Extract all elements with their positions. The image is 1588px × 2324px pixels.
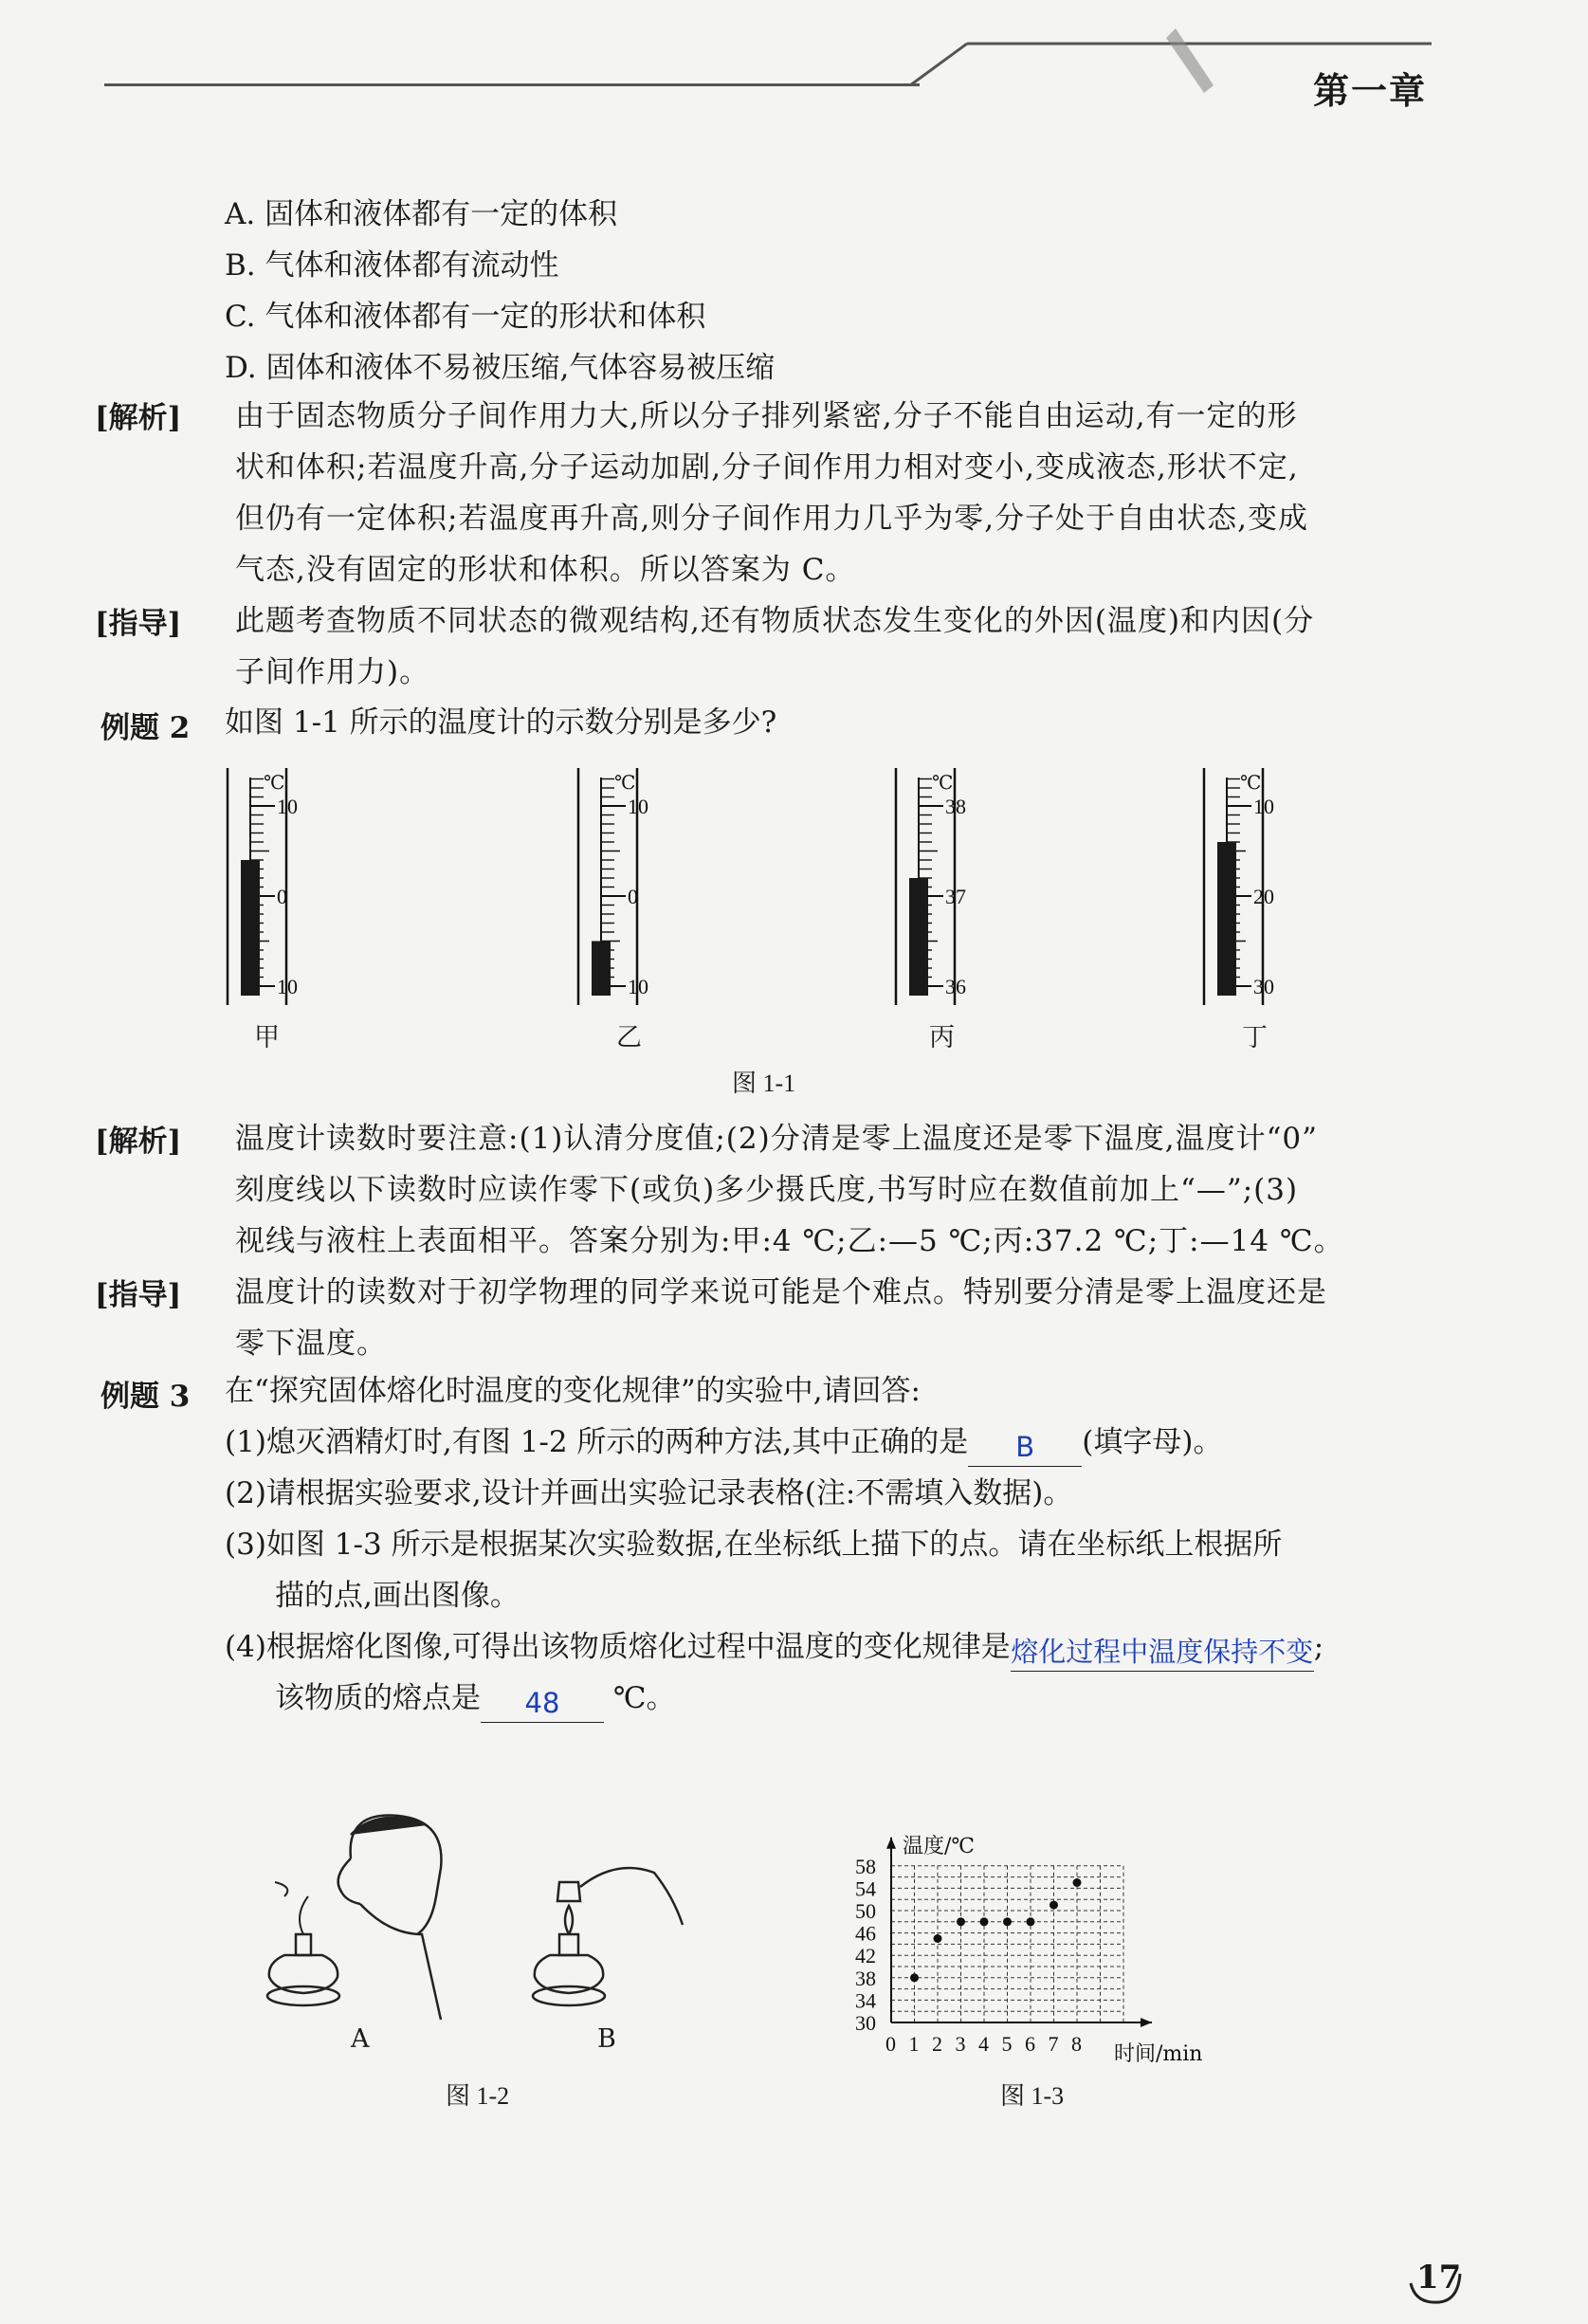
thermometer-tick-label: 38: [945, 795, 966, 818]
example-2-text: 如图 1-1 所示的温度计的示数分别是多少?: [225, 705, 777, 740]
chart-x-tick-label: 2: [932, 2032, 942, 2056]
thermometer-liquid-column: [241, 860, 260, 996]
chart-y-tick-label: 46: [855, 1921, 876, 1946]
chart-x-tick-label: 8: [1071, 2032, 1082, 2056]
chart-y-tick-label: 58: [855, 1854, 876, 1878]
chart-x-tick-label: 5: [1001, 2032, 1013, 2056]
page-number: 17: [1416, 2259, 1462, 2297]
chart-data-point: [934, 1934, 942, 1943]
thermometer-tick-label: 10: [628, 975, 648, 998]
thermo-label-yi: 乙: [616, 1023, 642, 1052]
chart-y-axis-arrow: [886, 1838, 896, 1849]
thermometer-4: [1204, 768, 1274, 1005]
option-d: D. 固体和液体不易被压缩,气体容易被压缩: [225, 351, 776, 385]
thermometer-2: [578, 768, 648, 1005]
figure-1-2-caption: 图 1-2: [446, 2082, 510, 2110]
figure-1-1: [199, 759, 1337, 1071]
chart-x-axis-label: 时间/min: [1114, 2042, 1203, 2066]
chart-y-tick-label: 50: [855, 1899, 876, 1923]
figure-1-3-chart: [787, 1726, 1299, 2067]
option-a: A. 固体和液体都有一定的体积: [225, 197, 618, 231]
chart-y-tick-label: 34: [855, 1988, 876, 2013]
chart-x-axis-arrow: [1141, 2018, 1152, 2027]
question-3-line1: (3)如图 1-3 所示是根据某次实验数据,在坐标纸上描下的点。请在坐标纸上根据所: [225, 1528, 1283, 1562]
thermometer-liquid-column: [592, 942, 611, 997]
answer-blank-1[interactable]: B: [968, 1428, 1082, 1467]
chart-data-point: [957, 1917, 965, 1926]
question-1: (1)熄灭酒精灯时,有图 1-2 所示的两种方法,其中正确的是 B (填字母)。: [225, 1418, 1222, 1467]
question-3-line2: 描的点,画出图像。: [275, 1579, 520, 1613]
example-2-label: 例题 2: [100, 711, 191, 745]
thermometer-unit-label: ℃: [1240, 771, 1262, 794]
person-head-a: [338, 1816, 442, 2020]
chapter-title: 第一章: [1313, 69, 1428, 112]
question-4: (4)根据熔化图像,可得出该物质熔化过程中温度的变化规律是熔化过程中温度保持不变;: [225, 1622, 1323, 1672]
thermometer-tick-label: 36: [945, 975, 966, 998]
thermometer-liquid-column: [1217, 842, 1236, 996]
figure-1-3-caption: 图 1-3: [1000, 2082, 1065, 2110]
chart-data-point: [980, 1917, 989, 1926]
answer-blank-4b[interactable]: 48: [481, 1684, 604, 1723]
chart-data-point: [1003, 1917, 1012, 1926]
chart-grid: [891, 1866, 1123, 2022]
thermometer-unit-label: ℃: [264, 771, 285, 794]
option-b: B. 气体和液体都有流动性: [225, 248, 559, 283]
thermometer-tick-label: 10: [277, 795, 298, 818]
figure-1-2-label-b: B: [597, 2024, 616, 2054]
example-3-text: 在“探究固体熔化时温度的变化规律”的实验中,请回答:: [225, 1374, 921, 1408]
analysis2-label: [解析]: [95, 1125, 182, 1159]
chart-x-tick-label: 6: [1025, 2032, 1035, 2056]
guide-text: 此题考查物质不同状态的微观结构,还有物质状态发生变化的外因(温度)和内因(分 子间作用力)。: [235, 604, 1315, 689]
analysis-label: [解析]: [95, 401, 182, 435]
guide-label: [指导]: [95, 607, 182, 641]
figure-1-1-caption: 图 1-1: [732, 1070, 796, 1097]
thermometer-figure: [199, 759, 1337, 1071]
thermometer-tick-label: 0: [628, 885, 638, 908]
chart-y-tick-label: 30: [855, 2011, 876, 2035]
guide2-label: [指导]: [95, 1278, 182, 1312]
thermo-label-jia: 甲: [254, 1023, 280, 1052]
thermometer-liquid-column: [909, 878, 928, 996]
guide2-text: 温度计的读数对于初学物理的同学来说可能是个难点。特别要分清是零上温度还是 零下温度。: [235, 1275, 1327, 1361]
chart-x-tick-label: 7: [1048, 2032, 1059, 2056]
thermometer-tick-label: 20: [1253, 885, 1274, 908]
chart-x-tick-label: 1: [908, 2032, 920, 2056]
figure-1-2-label-a: A: [351, 2024, 370, 2054]
chart-data-point: [1027, 1917, 1035, 1926]
alcohol-lamp-a: [267, 1882, 339, 2005]
thermometer-unit-label: ℃: [932, 771, 954, 794]
chart-y-tick-label: 38: [855, 1966, 876, 1990]
example-3-label: 例题 3: [100, 1380, 191, 1414]
header-rule: [104, 83, 920, 86]
thermometer-1: [228, 768, 298, 1005]
analysis-text: 由于固态物质分子间作用力大,所以分子排列紧密,分子不能自由运动,有一定的形 状和体积;若温度升高,分子运动加剧,分子间作用力相对变小,变成液态,形状不定, 但仍有一定体积;若温度再升高,则分子间作用力几乎为零,分子处于自由状态,变成 气态,没有固定的形状和体积。所以答案为 C。: [235, 399, 1309, 587]
thermometer-tick-label: 37: [945, 885, 966, 908]
chart-data-point: [1050, 1901, 1058, 1910]
chart-y-tick-label: 54: [855, 1876, 876, 1901]
thermo-label-ding: 丁: [1242, 1023, 1268, 1052]
thermometer-3: [896, 768, 966, 1005]
thermometer-tick-label: 0: [277, 885, 287, 908]
figure-1-2: [256, 1792, 692, 2029]
chart-y-axis-label: 温度/℃: [903, 1834, 976, 1858]
question-2: (2)请根据实验要求,设计并画出实验记录表格(注:不需填入数据)。: [225, 1476, 1073, 1510]
chart-y-tick-label: 42: [855, 1944, 876, 1968]
alcohol-lamp-b: [533, 1868, 683, 2005]
thermometer-tick-label: 10: [628, 795, 648, 818]
chart-x-tick-label: 3: [955, 2032, 966, 2056]
chart-data-point: [1073, 1878, 1082, 1887]
thermo-label-bing: 丙: [929, 1023, 955, 1052]
chart-data-point: [910, 1973, 919, 1982]
thermometer-tick-label: 10: [1253, 795, 1274, 818]
chart-x-tick-label: 4: [978, 2032, 989, 2056]
thermometer-tick-label: 10: [277, 975, 298, 998]
chart-x-tick-label: 0: [885, 2032, 896, 2056]
thermometer-unit-label: ℃: [614, 771, 636, 794]
option-c: C. 气体和液体都有一定的形状和体积: [225, 300, 706, 334]
thermometer-tick-label: 30: [1253, 975, 1274, 998]
question-4b: 该物质的熔点是 48 ℃。: [275, 1674, 676, 1723]
analysis2-text: 温度计读数时要注意:(1)认清分度值;(2)分清是零上温度还是零下温度,温度计“0” 刻度线以下读数时应读作零下(或负)多少摄氏度,书写时应在数值前加上“—”;(3) 视线与液柱上表面相平。答案分别为:甲:4 ℃;乙:—5 ℃;丙:37.2 ℃;丁:—14 ℃。: [235, 1122, 1344, 1258]
answer-blank-4a[interactable]: 熔化过程中温度保持不变: [1011, 1633, 1314, 1672]
